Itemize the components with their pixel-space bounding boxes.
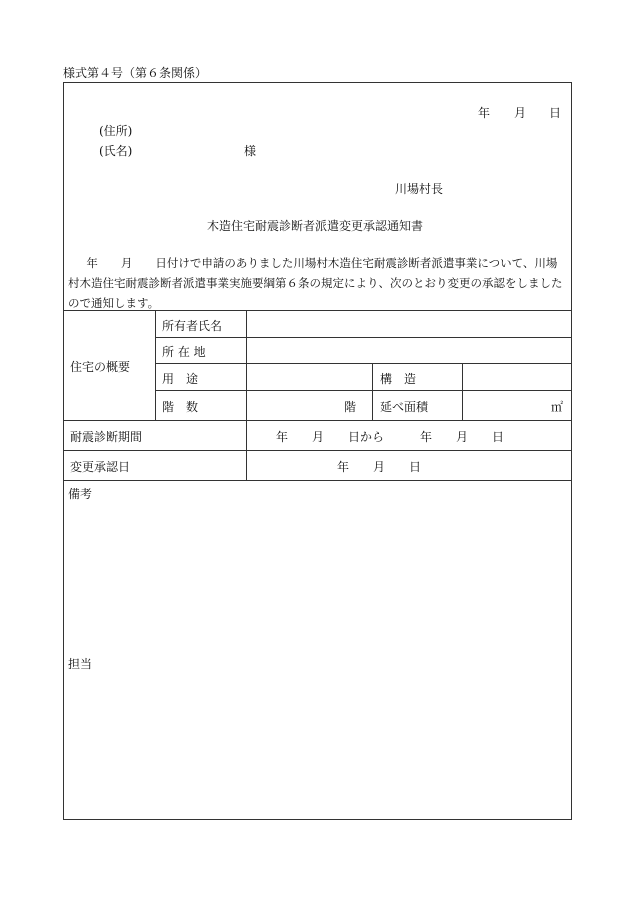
floor-area-label: 延べ面積 [380, 400, 429, 414]
address-label: (住所) [99, 124, 133, 138]
col-rule-label [246, 310, 247, 480]
date-day: 日 [549, 106, 562, 120]
col-rule-group [155, 310, 156, 420]
row-rule-1 [155, 337, 572, 338]
diagnosis-period-label: 耐震診断期間 [70, 430, 143, 444]
row-rule-3 [155, 390, 572, 391]
owner-name-label: 所有者氏名 [162, 319, 223, 333]
floors-label: 階 数 [162, 400, 199, 414]
honorific: 様 [244, 144, 257, 158]
row-rule-2 [155, 363, 572, 364]
location-label: 所 在 地 [162, 345, 206, 359]
use-label: 用 途 [162, 372, 199, 386]
structure-label: 構 造 [380, 372, 417, 386]
approval-date-label: 変更承認日 [70, 460, 131, 474]
body-text: 年 月 日付けで申請のありました川場村木造住宅耐震診断者派遣事業について、川場村木造住宅耐震診断者派遣事業実施要綱第６条の規定により、次のとおり変更の承認をしましたので通知します。 [68, 256, 563, 310]
row-rule-6 [63, 480, 572, 481]
housing-overview-label: 住宅の概要 [70, 360, 131, 374]
floors-unit: 階 [344, 400, 357, 414]
row-rule-4 [63, 420, 572, 421]
person-in-charge-label: 担当 [68, 657, 93, 671]
col-rule-mid [372, 363, 373, 420]
issuer: 川場村長 [395, 182, 444, 196]
form-frame [63, 82, 572, 820]
document-title: 木造住宅耐震診断者派遣変更承認通知書 [206, 219, 423, 233]
col-rule-right [462, 363, 463, 420]
date-month: 月 [514, 106, 527, 120]
row-rule-5 [63, 450, 572, 451]
date-year: 年 [478, 106, 491, 120]
table-top-rule [63, 310, 572, 311]
diagnosis-period-value: 年 月 日から 年 月 日 [276, 430, 505, 444]
area-unit: ㎡ [551, 400, 564, 414]
approval-date-value: 年 月 日 [337, 460, 422, 474]
name-label: (氏名) [99, 144, 133, 158]
remarks-label: 備考 [68, 487, 93, 501]
form-number: 様式第４号（第６条関係） [63, 66, 208, 80]
